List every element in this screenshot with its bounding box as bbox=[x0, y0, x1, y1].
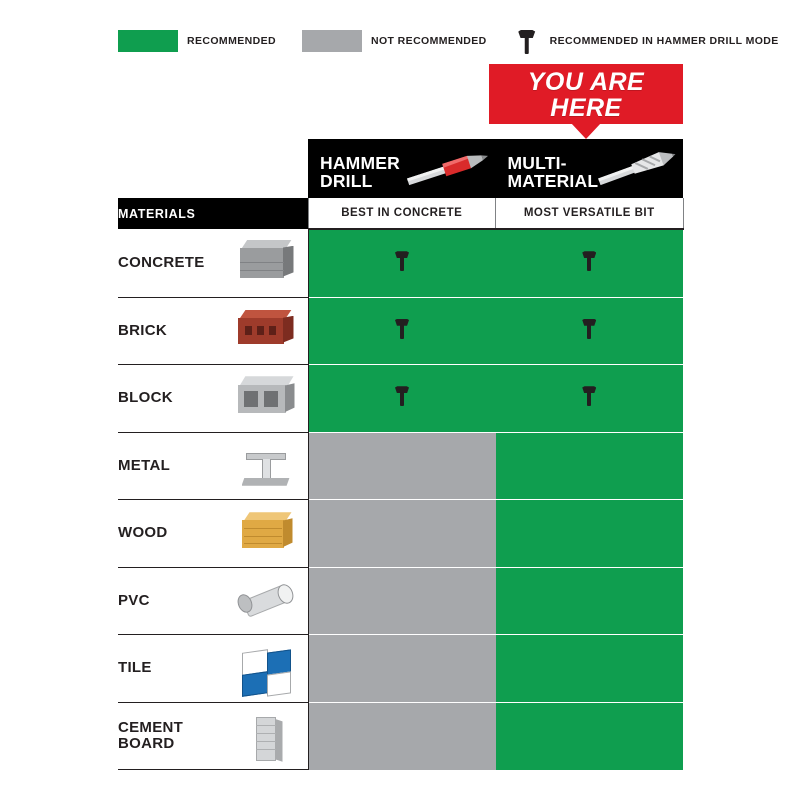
cell-tile-multi-material bbox=[496, 635, 684, 703]
metal-beam-icon bbox=[234, 437, 300, 495]
table-row bbox=[118, 567, 683, 635]
legend-item-not-recommended bbox=[302, 30, 487, 52]
drill-bit-icon bbox=[394, 250, 410, 271]
material-label: WOOD bbox=[118, 524, 168, 542]
comparison-table bbox=[118, 139, 684, 770]
material-block bbox=[118, 365, 308, 433]
cell-tile-hammer-drill bbox=[308, 635, 496, 703]
subtitle-hammer-drill: BEST IN CONCRETE bbox=[308, 198, 496, 229]
you-are-here-callout bbox=[489, 64, 683, 124]
table-row bbox=[118, 432, 683, 500]
drill-bit-icon bbox=[581, 318, 597, 339]
material-cement-board bbox=[118, 702, 308, 770]
tile-icon bbox=[234, 639, 300, 697]
cell-brick-hammer-drill bbox=[308, 297, 496, 365]
column-header-multi-material bbox=[496, 139, 684, 198]
legend-item-hammer-mode bbox=[513, 28, 779, 54]
material-pvc bbox=[118, 567, 308, 635]
cell-pvc-hammer-drill bbox=[308, 567, 496, 635]
material-brick bbox=[118, 297, 308, 365]
column-header-multi-material-label: MULTI- MATERIAL bbox=[507, 153, 599, 191]
material-label: BRICK bbox=[118, 321, 167, 339]
cell-cement-board-multi-material bbox=[496, 702, 684, 770]
cell-concrete-multi-material bbox=[496, 229, 684, 297]
legend-label-hammer-mode: RECOMMENDED IN HAMMER DRILL MODE bbox=[549, 35, 779, 47]
cell-wood-multi-material bbox=[496, 500, 684, 568]
material-label: TILE bbox=[118, 659, 152, 677]
table-row bbox=[118, 365, 683, 433]
drill-bit-icon bbox=[581, 385, 597, 406]
table-row bbox=[118, 229, 683, 297]
cement-board-icon bbox=[234, 707, 300, 765]
material-label: METAL bbox=[118, 456, 171, 474]
column-header-hammer-drill-label: HAMMER DRILL bbox=[320, 153, 400, 191]
cell-block-hammer-drill bbox=[308, 365, 496, 433]
header-spacer bbox=[118, 139, 308, 198]
brick-icon bbox=[234, 302, 300, 360]
legend-item-recommended bbox=[118, 30, 276, 52]
cell-concrete-hammer-drill bbox=[308, 229, 496, 297]
material-label: BLOCK bbox=[118, 389, 173, 407]
drill-bit-icon bbox=[513, 28, 541, 54]
table-row bbox=[118, 702, 683, 770]
table-row bbox=[118, 635, 683, 703]
callout-line-2: HERE bbox=[550, 94, 622, 122]
material-label: CEMENT BOARD bbox=[118, 719, 184, 752]
table-subtitle-row bbox=[118, 198, 683, 229]
drill-bit-icon bbox=[394, 318, 410, 339]
hammer-drill-bit-art bbox=[400, 145, 492, 193]
materials-header: MATERIALS bbox=[118, 198, 308, 229]
legend-label-not-recommended: NOT RECOMMENDED bbox=[371, 35, 487, 47]
cell-metal-multi-material bbox=[496, 432, 684, 500]
pvc-pipe-icon bbox=[234, 572, 300, 630]
green-swatch-icon bbox=[118, 30, 178, 52]
subtitle-multi-material: MOST VERSATILE BIT bbox=[496, 198, 684, 229]
block-icon bbox=[234, 369, 300, 427]
cell-block-multi-material bbox=[496, 365, 684, 433]
legend-label-recommended: RECOMMENDED bbox=[187, 35, 276, 47]
gray-swatch-icon bbox=[302, 30, 362, 52]
drill-bit-icon bbox=[394, 385, 410, 406]
cell-brick-multi-material bbox=[496, 297, 684, 365]
callout-line-1: YOU ARE bbox=[527, 68, 645, 96]
material-wood bbox=[118, 500, 308, 568]
cell-cement-board-hammer-drill bbox=[308, 702, 496, 770]
table-header-row bbox=[118, 139, 683, 198]
material-concrete bbox=[118, 229, 308, 297]
drill-bit-icon bbox=[581, 250, 597, 271]
material-label: PVC bbox=[118, 591, 150, 609]
table-row bbox=[118, 297, 683, 365]
callout-arrow-icon bbox=[571, 123, 601, 139]
table-row bbox=[118, 500, 683, 568]
column-header-hammer-drill bbox=[308, 139, 496, 198]
cell-pvc-multi-material bbox=[496, 567, 684, 635]
multi-material-bit-art bbox=[587, 145, 679, 193]
concrete-icon bbox=[234, 234, 300, 292]
material-label: CONCRETE bbox=[118, 253, 205, 271]
material-tile bbox=[118, 635, 308, 703]
material-metal bbox=[118, 432, 308, 500]
cell-wood-hammer-drill bbox=[308, 500, 496, 568]
legend bbox=[118, 28, 800, 54]
wood-icon bbox=[234, 504, 300, 562]
cell-metal-hammer-drill bbox=[308, 432, 496, 500]
